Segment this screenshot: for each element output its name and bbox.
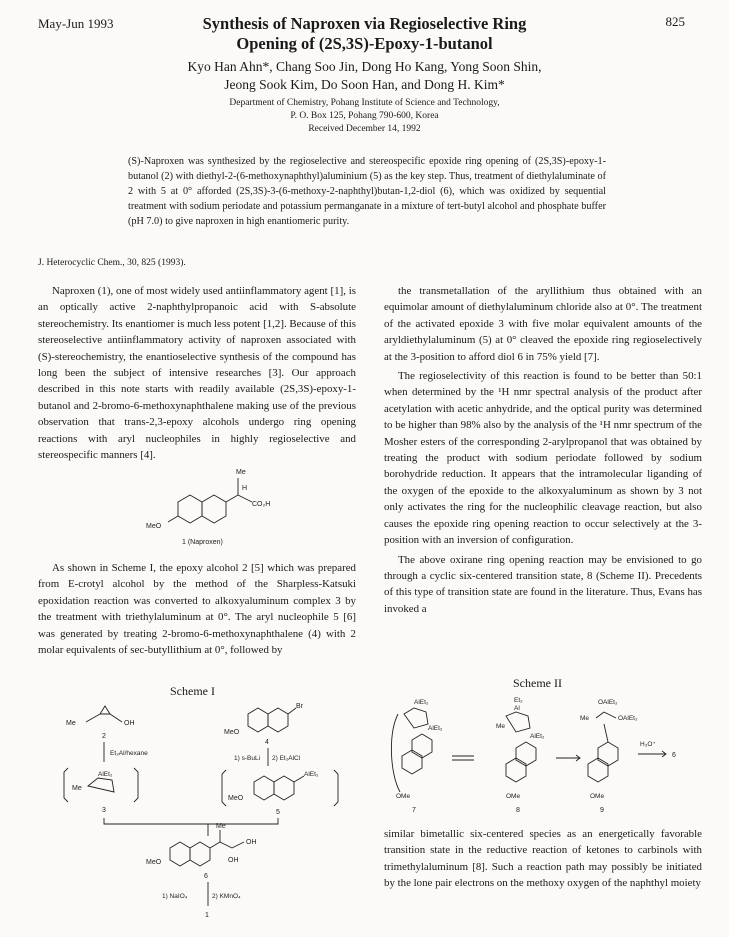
s1-reagent-et2alcl: 2) Et₂AlCl: [272, 755, 301, 762]
naproxen-acid-label: CO₂H: [252, 501, 271, 508]
s1-me-label-3: Me: [72, 785, 82, 792]
s1-alet2-label-3: AlEt₂: [98, 771, 113, 778]
s1-oh-label: OH: [124, 720, 135, 727]
naproxen-structure: [140, 460, 290, 550]
naproxen-caption: 1 (Naproxen): [182, 539, 223, 546]
paragraph: The above oxirane ring opening reaction may be envisioned to go through a cyclic six-centered transition state, 8 (Scheme II). Precedents of this type of transition state are found in the literature. Thus, Evans has invoked a: [384, 553, 702, 615]
received-date: Received December 14, 1992: [308, 124, 421, 134]
paragraph: As shown in Scheme I, the epoxy alcohol 2 [5] which was prepared from E-crotyl alcohol by the method of the Sharpless-Katsuki epoxidation reaction was converted to alkoxyaluminum complex 3 by the treatment with triethylaluminum at 0°. The aryl nucleophile 5 [6] was generated by treating 2-bromo-6-methoxynaphthalene (4) with 2 molar equivalents of sec-butyllithium at 0°, followed by: [38, 562, 356, 657]
paper-title: [0, 14, 729, 54]
s2-compound-9: 9: [600, 807, 604, 814]
scheme-1-diagram: [38, 700, 358, 930]
s1-reagent-et3al: Et₃Al/hexane: [110, 750, 148, 757]
affiliation-line-2: P. O. Box 125, Pohang 790-600, Korea: [290, 111, 439, 121]
s1-compound-5: 5: [276, 809, 280, 816]
s2-me-8: Me: [496, 723, 506, 730]
s1-br-label: Br: [296, 703, 303, 710]
s1-oh-sub-label: OH: [228, 857, 239, 864]
s1-meo-label-5: MeO: [228, 795, 244, 802]
scheme-1-label: Scheme I: [170, 684, 215, 698]
authors-line-1: Kyo Han Ahn*, Chang Soo Jin, Dong Ho Kang, Yong Soon Shin,: [187, 59, 542, 74]
s1-alet2-label-5: AlEt₂: [304, 771, 319, 778]
s2-oalet2-side-9: OAlEt₂: [618, 715, 638, 722]
naproxen-h-label: H: [242, 485, 248, 492]
s2-alet2-8: AlEt₂: [530, 733, 545, 740]
s1-compound-6: 6: [204, 873, 208, 880]
s1-reagent-sbuli: 1) s-BuLi: [234, 755, 261, 762]
naproxen-meo-label: MeO: [146, 523, 162, 530]
s1-me-label: Me: [66, 720, 76, 727]
s2-et2-8: Et₂: [514, 697, 523, 704]
body-right-upper: [384, 283, 702, 617]
affiliation-line-1: Department of Chemistry, Pohang Institute of Science and Technology,: [229, 98, 500, 108]
affiliation: [0, 97, 729, 136]
scheme-2-label: Scheme II: [513, 676, 562, 690]
scheme-2-diagram: [384, 694, 704, 824]
s2-ome-8: OMe: [506, 793, 521, 800]
author-list: [0, 58, 729, 94]
s2-compound-6: 6: [672, 752, 676, 759]
paragraph: the transmetallation of the aryllithium thus obtained with an equimolar amount of diethylaluminum chloride also at 0°. The treatment of the activated epoxide 3 with five molar equivalent amounts of the aryldiethylaluminum (5) at 0° cleaved the epoxide ring regioselectively at the 3-position to afford diol 6 in 75% yield [7].: [384, 285, 702, 363]
s2-compound-7: 7: [412, 807, 416, 814]
body-left-lower: [38, 560, 356, 658]
journal-citation: J. Heterocyclic Chem., 30, 825 (1993).: [38, 258, 186, 268]
s1-oh-label-6: OH: [246, 839, 257, 846]
title-line-2: Opening of (2S,3S)-Epoxy-1-butanol: [236, 34, 493, 53]
title-line-1: Synthesis of Naproxen via Regioselective Ring: [202, 14, 527, 33]
paragraph: The regioselectivity of this reaction is found to be better than 50:1 when determined by the ¹H nmr spectral analysis of the product after acetylation with acetic anhydride, and the optical purity was determined to be higher than 98% also by the analysis of the ¹H nmr spectrum of the Mosher esters of the corresponding 2-arylpropanol that was obtained by treating the product with sodium periodate followed by sodium borohydride reduction. It appears that the intramolecular liganding of the oxygen of the epoxide to the alkoxyaluminum as shown by 3 not only activates the ring for the nucleophilic cleavage reaction, but also causes the epoxide ring opening reaction to occur selectively at the 3-position with an inversion of configuration.: [384, 370, 702, 547]
s2-ome-9: OMe: [590, 793, 605, 800]
s1-compound-3: 3: [102, 807, 106, 814]
s2-al-8: Al: [514, 705, 520, 712]
s1-reagent-kmno4: 2) KMnO₄: [212, 893, 241, 900]
authors-line-2: Jeong Sook Kim, Do Soon Han, and Dong H. Kim*: [224, 77, 505, 92]
s2-alet2-top-7: AlEt₂: [414, 699, 429, 706]
s2-compound-8: 8: [516, 807, 520, 814]
s2-me-9: Me: [580, 715, 590, 722]
page-number: 825: [665, 14, 685, 29]
s1-compound-2: 2: [102, 733, 106, 740]
body-right-lower: [384, 826, 702, 892]
s2-h3o-reagent: H₃O⁺: [640, 741, 656, 748]
s1-meo-label-6: MeO: [146, 859, 162, 866]
s2-oalet2-top-9: OAlEt₂: [598, 699, 618, 706]
s1-compound-1: 1: [205, 912, 209, 919]
s1-compound-4: 4: [265, 739, 269, 746]
naproxen-me-label: Me: [236, 469, 246, 476]
body-left-upper: [38, 283, 356, 463]
s2-alet2-side-7: AlEt₂: [428, 725, 443, 732]
running-header-date: May-Jun 1993: [38, 16, 114, 31]
s1-meo-label-4: MeO: [224, 729, 240, 736]
s2-ome-7: OMe: [396, 793, 411, 800]
s1-reagent-naio4: 1) NaIO₄: [162, 893, 188, 900]
s1-me-label-6: Me: [216, 823, 226, 830]
paragraph: Naproxen (1), one of most widely used antiinflammatory agent [1], is an optically active 2-naphthylpropanoic acid with S-absolute stereochemistry. Its enantiomer is much less potent [1,2]. Because of this stereoselective antiinflammatory activity of naproxen associated with (S)-stereochemistry, the enantioselective synthesis of the compound has long been the subject of intensive researches [3]. Our approach described in this note starts with readily available (2S,3S)-epoxy-1-butanol and 2-bromo-6-methoxynaphthalene making use of the previous observation that trans-2,3-epoxy alcohols undergo ring opening reactions with aryl nucleophiles in highly regioselective and stereospecific manners [4].: [38, 285, 356, 462]
paragraph: similar bimetallic six-centered species as an energetically favorable transition state in the reductive reaction of ketones to carbinols with trimethylaluminum [8]. Such a reaction path may possibly be initiated by the lone pair electrons on the methoxy oxygen of the naphthyl moiety: [384, 828, 702, 890]
abstract: (S)-Naproxen was synthesized by the regioselective and stereospecific epoxide ring opening of (2S,3S)-epoxy-1-butanol (2) with diethyl-2-(6-methoxynaphthyl)aluminium (5) as the key step. Thus, treatment of diethylaluminate of 2 with 5 at 0° afforded (2S,3S)-3-(6-methoxy-2-naphthyl)butan-1,2-diol (6), which was oxidized by sequential treatment with sodium periodate and potassium permanganate in a mixture of tert-butyl alcohol and phosphate buffer (pH 7.0) to give naproxen in high enantiomeric purity.: [128, 156, 606, 227]
